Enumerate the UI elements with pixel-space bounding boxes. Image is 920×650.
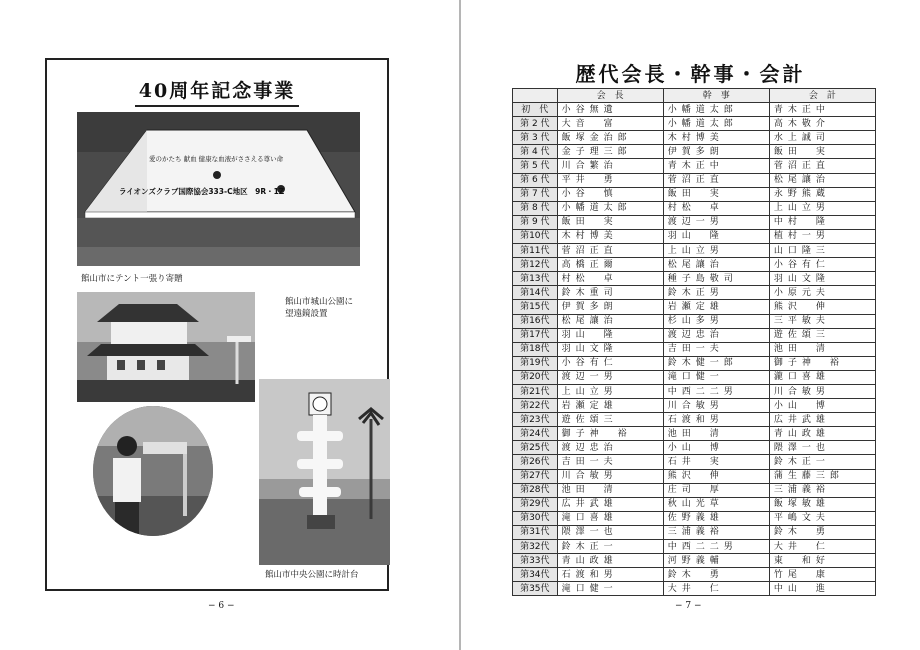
treasurer-cell: 平嶋文夫	[769, 511, 875, 525]
table-row	[513, 258, 876, 272]
table-row	[513, 356, 876, 370]
generation-cell: 第12代	[513, 258, 558, 272]
treasurer-cell: 大井 仁	[769, 540, 875, 554]
secretary-cell: 三浦義裕	[663, 525, 769, 539]
generation-cell: 第18代	[513, 342, 558, 356]
secretary-cell: 菅沼正直	[663, 173, 769, 187]
treasurer-cell: 隈澤一也	[769, 441, 875, 455]
generation-cell: 第33代	[513, 554, 558, 568]
right-page	[461, 0, 920, 650]
secretary-cell: 羽山 隆	[663, 229, 769, 243]
officers-table	[512, 88, 876, 596]
treasurer-cell: 松尾讓治	[769, 173, 875, 187]
page-number-right: − 7 −	[675, 601, 702, 611]
generation-cell: 第 5 代	[513, 159, 558, 173]
table-row	[513, 483, 876, 497]
generation-cell: 第26代	[513, 455, 558, 469]
president-cell: 小谷 慎	[557, 187, 663, 201]
secretary-cell: 飯田 実	[663, 187, 769, 201]
generation-cell: 第 4 代	[513, 145, 558, 159]
treasurer-cell: 中村 隆	[769, 215, 875, 229]
secretary-cell: 青木正中	[663, 159, 769, 173]
table-row	[513, 469, 876, 483]
table-row	[513, 413, 876, 427]
table-row	[513, 187, 876, 201]
secretary-cell: 村松 卓	[663, 201, 769, 215]
tent-caption: 館山市にテント一張り寄贈	[81, 274, 183, 284]
table-row	[513, 103, 876, 117]
generation-cell: 第10代	[513, 229, 558, 243]
president-cell: 石渡和男	[557, 568, 663, 582]
table-header-row	[513, 89, 876, 103]
generation-cell: 初 代	[513, 103, 558, 117]
generation-cell: 第 2 代	[513, 117, 558, 131]
table-row	[513, 441, 876, 455]
secretary-cell: 松尾讓治	[663, 258, 769, 272]
treasurer-cell: 上山立男	[769, 201, 875, 215]
treasurer-cell: 御子神 裕	[769, 356, 875, 370]
generation-cell: 第32代	[513, 540, 558, 554]
table-row	[513, 342, 876, 356]
president-cell: 鈴木重司	[557, 286, 663, 300]
table-row	[513, 229, 876, 243]
generation-cell: 第21代	[513, 384, 558, 398]
president-cell: 上山立男	[557, 384, 663, 398]
president-cell: 川合敏男	[557, 469, 663, 483]
table-row	[513, 300, 876, 314]
generation-cell: 第17代	[513, 328, 558, 342]
treasurer-cell: 高木敬介	[769, 117, 875, 131]
generation-cell: 第15代	[513, 300, 558, 314]
tent-banner-line1: 愛のかたち 献血 健康な血液がささえる尊い命	[149, 155, 284, 163]
generation-cell: 第22代	[513, 399, 558, 413]
treasurer-cell: 山口隆三	[769, 244, 875, 258]
president-cell: 広井武雄	[557, 497, 663, 511]
secretary-cell: 伊賀多朗	[663, 145, 769, 159]
treasurer-cell: 青木正中	[769, 103, 875, 117]
secretary-cell: 上山立男	[663, 244, 769, 258]
secretary-cell: 滝口健一	[663, 370, 769, 384]
header-generation	[513, 89, 558, 103]
generation-cell: 第16代	[513, 314, 558, 328]
castle-telescope-photo	[77, 292, 255, 402]
table-row	[513, 272, 876, 286]
secretary-cell: 石井 実	[663, 455, 769, 469]
generation-cell: 第 7 代	[513, 187, 558, 201]
generation-cell: 第 9 代	[513, 215, 558, 229]
generation-cell: 第 6 代	[513, 173, 558, 187]
table-row	[513, 399, 876, 413]
treasurer-cell: 鈴木正一	[769, 455, 875, 469]
left-page	[0, 0, 459, 650]
treasurer-cell: 飯田 実	[769, 145, 875, 159]
table-row	[513, 201, 876, 215]
secretary-cell: 種子島敬司	[663, 272, 769, 286]
treasurer-cell: 竹尾 康	[769, 568, 875, 582]
treasurer-cell: 菅沼正直	[769, 159, 875, 173]
table-row	[513, 370, 876, 384]
tent-photo	[77, 112, 360, 266]
table-row	[513, 540, 876, 554]
president-cell: 飯塚金治郎	[557, 131, 663, 145]
secretary-cell: 佐野義雄	[663, 511, 769, 525]
secretary-cell: 秋山光草	[663, 497, 769, 511]
president-cell: 岩瀬定雄	[557, 399, 663, 413]
anniversary-title: 40周年記念事業	[47, 76, 387, 107]
president-cell: 小谷無遺	[557, 103, 663, 117]
park-caption: 館山市城山公園に 望遠鏡設置	[285, 297, 354, 319]
binocular-person-photo	[93, 406, 213, 536]
secretary-cell: 河野義輔	[663, 554, 769, 568]
table-row	[513, 427, 876, 441]
president-cell: 鈴木正一	[557, 540, 663, 554]
president-cell: 平井 勇	[557, 173, 663, 187]
president-cell: 御子神 裕	[557, 427, 663, 441]
president-cell: 小幡道太郎	[557, 201, 663, 215]
president-cell: 滝口健一	[557, 582, 663, 596]
clock-tower-photo	[259, 379, 390, 565]
secretary-cell: 小山 博	[663, 441, 769, 455]
treasurer-cell: 青山政雄	[769, 427, 875, 441]
treasurer-cell: 植村一男	[769, 229, 875, 243]
treasurer-cell: 小原元夫	[769, 286, 875, 300]
treasurer-cell: 熊沢 伸	[769, 300, 875, 314]
table-row	[513, 117, 876, 131]
generation-cell: 第34代	[513, 568, 558, 582]
table-row	[513, 568, 876, 582]
generation-cell: 第24代	[513, 427, 558, 441]
treasurer-cell: 羽山文隆	[769, 272, 875, 286]
president-cell: 村松 卓	[557, 272, 663, 286]
officers-title: 歴代会長・幹事・会計	[575, 62, 806, 86]
president-cell: 木村博美	[557, 229, 663, 243]
table-row	[513, 525, 876, 539]
generation-cell: 第29代	[513, 497, 558, 511]
table-row	[513, 215, 876, 229]
secretary-cell: 鈴木 勇	[663, 568, 769, 582]
generation-cell: 第19代	[513, 356, 558, 370]
generation-cell: 第 3 代	[513, 131, 558, 145]
treasurer-cell: 中山 進	[769, 582, 875, 596]
president-cell: 大音 富	[557, 117, 663, 131]
president-cell: 羽山文隆	[557, 342, 663, 356]
president-cell: 吉田一夫	[557, 455, 663, 469]
officers-table-body	[513, 103, 876, 596]
secretary-cell: 石渡和男	[663, 413, 769, 427]
treasurer-cell: 三平敏夫	[769, 314, 875, 328]
secretary-cell: 小幡道太郎	[663, 103, 769, 117]
president-cell: 隈澤一也	[557, 525, 663, 539]
generation-cell: 第13代	[513, 272, 558, 286]
president-cell: 羽山 隆	[557, 328, 663, 342]
generation-cell: 第20代	[513, 370, 558, 384]
table-row	[513, 384, 876, 398]
president-cell: 飯田 実	[557, 215, 663, 229]
treasurer-cell: 小山 博	[769, 399, 875, 413]
president-cell: 金子理三郎	[557, 145, 663, 159]
treasurer-cell: 蒲生藤三郎	[769, 469, 875, 483]
president-cell: 渡辺一男	[557, 370, 663, 384]
secretary-cell: 小幡道太郎	[663, 117, 769, 131]
treasurer-cell: 瀧口喜雄	[769, 370, 875, 384]
generation-cell: 第35代	[513, 582, 558, 596]
generation-cell: 第 8 代	[513, 201, 558, 215]
president-cell: 伊賀多朗	[557, 300, 663, 314]
treasurer-cell: 遊佐頌三	[769, 328, 875, 342]
secretary-cell: 中西二二男	[663, 540, 769, 554]
generation-cell: 第11代	[513, 244, 558, 258]
president-cell: 小谷有仁	[557, 356, 663, 370]
treasurer-cell: 三浦義裕	[769, 483, 875, 497]
secretary-cell: 木村博美	[663, 131, 769, 145]
treasurer-cell: 小谷有仁	[769, 258, 875, 272]
secretary-cell: 川合敏男	[663, 399, 769, 413]
header-secretary: 幹 事	[663, 89, 769, 103]
treasurer-cell: 川合敏男	[769, 384, 875, 398]
table-row	[513, 173, 876, 187]
secretary-cell: 大井 仁	[663, 582, 769, 596]
table-row	[513, 286, 876, 300]
table-row	[513, 497, 876, 511]
secretary-cell: 中西二二男	[663, 384, 769, 398]
generation-cell: 第27代	[513, 469, 558, 483]
president-cell: 高橋正爾	[557, 258, 663, 272]
secretary-cell: 鈴木健一郎	[663, 356, 769, 370]
secretary-cell: 渡辺忠治	[663, 328, 769, 342]
generation-cell: 第28代	[513, 483, 558, 497]
treasurer-cell: 池田 清	[769, 342, 875, 356]
table-row	[513, 582, 876, 596]
president-cell: 遊佐頌三	[557, 413, 663, 427]
secretary-cell: 杉山多男	[663, 314, 769, 328]
generation-cell: 第30代	[513, 511, 558, 525]
president-cell: 青山政雄	[557, 554, 663, 568]
generation-cell: 第25代	[513, 441, 558, 455]
treasurer-cell: 広井武雄	[769, 413, 875, 427]
president-cell: 滝口喜雄	[557, 511, 663, 525]
header-treasurer: 会 計	[769, 89, 875, 103]
secretary-cell: 池田 清	[663, 427, 769, 441]
generation-cell: 第31代	[513, 525, 558, 539]
generation-cell: 第14代	[513, 286, 558, 300]
treasurer-cell: 鈴木 勇	[769, 525, 875, 539]
secretary-cell: 庄司 厚	[663, 483, 769, 497]
header-president: 会 長	[557, 89, 663, 103]
table-row	[513, 328, 876, 342]
president-cell: 川合繁治	[557, 159, 663, 173]
photo-frame	[45, 58, 389, 591]
clock-caption: 館山市中央公園に時計台	[265, 570, 359, 580]
secretary-cell: 吉田一夫	[663, 342, 769, 356]
page-number-left: − 6 −	[208, 601, 235, 611]
treasurer-cell: 永野熊蔵	[769, 187, 875, 201]
tent-banner-line2: ライオンズクラブ国際協会333-C地区 9R・1Z	[119, 187, 285, 196]
generation-cell: 第23代	[513, 413, 558, 427]
secretary-cell: 渡辺一男	[663, 215, 769, 229]
table-row	[513, 244, 876, 258]
president-cell: 菅沼正直	[557, 244, 663, 258]
president-cell: 渡辺忠治	[557, 441, 663, 455]
secretary-cell: 鈴木正男	[663, 286, 769, 300]
president-cell: 松尾讓治	[557, 314, 663, 328]
table-row	[513, 314, 876, 328]
table-row	[513, 159, 876, 173]
treasurer-cell: 水上誠司	[769, 131, 875, 145]
secretary-cell: 熊沢 伸	[663, 469, 769, 483]
treasurer-cell: 東 和好	[769, 554, 875, 568]
treasurer-cell: 飯塚敏雄	[769, 497, 875, 511]
secretary-cell: 岩瀬定雄	[663, 300, 769, 314]
table-row	[513, 145, 876, 159]
table-row	[513, 455, 876, 469]
table-row	[513, 554, 876, 568]
president-cell: 池田 清	[557, 483, 663, 497]
table-row	[513, 131, 876, 145]
table-row	[513, 511, 876, 525]
